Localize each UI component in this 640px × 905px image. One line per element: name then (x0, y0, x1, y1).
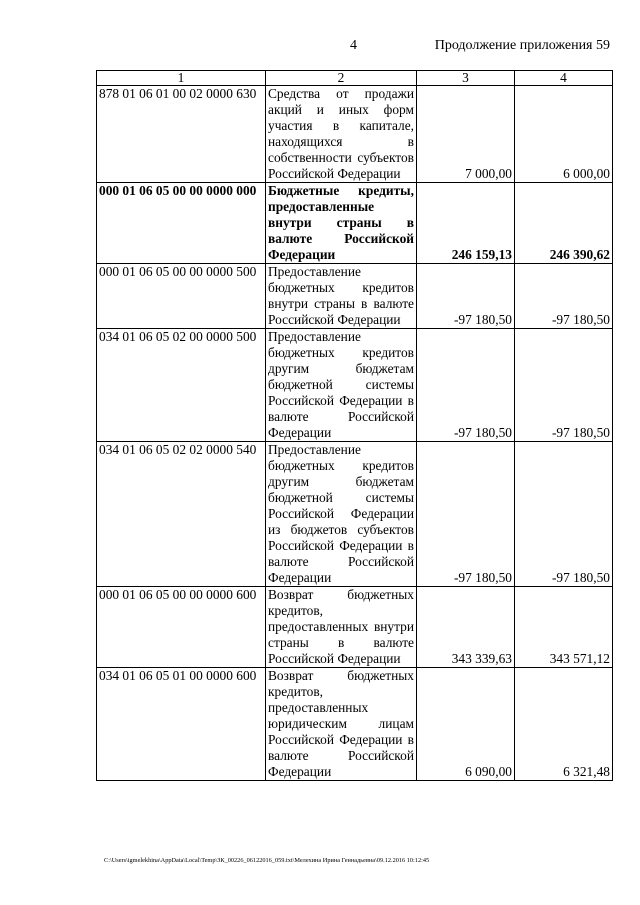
budget-code: 034 01 06 05 02 02 0000 540 (97, 442, 266, 587)
item-name: Средства от продажи акций и иных форм участия в капитале, находящихся в собственности субъектов Российской Федерации (266, 86, 417, 183)
table-row (97, 86, 613, 183)
column-header: 2 (266, 71, 417, 86)
budget-code: 000 01 06 05 00 00 0000 500 (97, 264, 266, 329)
amount-col4: 6 000,00 (515, 86, 613, 183)
item-name: Возврат бюджетных кредитов, предоставленных внутри страны в валюте Российской Федерации (266, 587, 417, 668)
item-name: Возврат бюджетных кредитов, предоставленных юридическим лицам Российской Федерации в валюте Российской Федерации (266, 668, 417, 781)
amount-col3: 7 000,00 (417, 86, 515, 183)
column-header: 4 (515, 71, 613, 86)
column-header: 1 (97, 71, 266, 86)
table-row (97, 329, 613, 442)
file-path-footer: C:\Users\igmelekhina\AppData\Local\Temp\ЗК_00226_06122016_059.txt\Мелехина Ирина Геннадьевна\09.12.2016 10:12:45 (104, 857, 430, 864)
amount-col4: -97 180,50 (515, 442, 613, 587)
budget-code: 034 01 06 05 01 00 0000 600 (97, 668, 266, 781)
table-row (97, 668, 613, 781)
table-row (97, 183, 613, 264)
item-name: Бюджетные кредиты, предоставленные внутри страны в валюте Российской Федерации (266, 183, 417, 264)
column-header: 3 (417, 71, 515, 86)
amount-col3: -97 180,50 (417, 329, 515, 442)
item-name: Предоставление бюджетных кредитов другим бюджетам бюджетной системы Российской Федерации из бюджетов субъектов Российской Федерации в валюте Российской Федерации (266, 442, 417, 587)
amount-col3: -97 180,50 (417, 442, 515, 587)
page-number: 4 (350, 38, 357, 53)
amount-col3: 6 090,00 (417, 668, 515, 781)
budget-code: 000 01 06 05 00 00 0000 600 (97, 587, 266, 668)
appendix-title: Продолжение приложения 59 (434, 38, 610, 53)
amount-col3: 343 339,63 (417, 587, 515, 668)
item-name: Предоставление бюджетных кредитов другим бюджетам бюджетной системы Российской Федерации в валюте Российской Федерации (266, 329, 417, 442)
amount-col4: 343 571,12 (515, 587, 613, 668)
amount-col4: -97 180,50 (515, 329, 613, 442)
budget-table (96, 70, 613, 781)
amount-col3: 246 159,13 (417, 183, 515, 264)
budget-code: 878 01 06 01 00 02 0000 630 (97, 86, 266, 183)
amount-col3: -97 180,50 (417, 264, 515, 329)
table-row (97, 587, 613, 668)
budget-code: 034 01 06 05 02 00 0000 500 (97, 329, 266, 442)
budget-code: 000 01 06 05 00 00 0000 000 (97, 183, 266, 264)
amount-col4: 246 390,62 (515, 183, 613, 264)
table-row (97, 264, 613, 329)
table-header-row (97, 71, 613, 86)
amount-col4: -97 180,50 (515, 264, 613, 329)
item-name: Предоставление бюджетных кредитов внутри страны в валюте Российской Федерации (266, 264, 417, 329)
amount-col4: 6 321,48 (515, 668, 613, 781)
table-row (97, 442, 613, 587)
